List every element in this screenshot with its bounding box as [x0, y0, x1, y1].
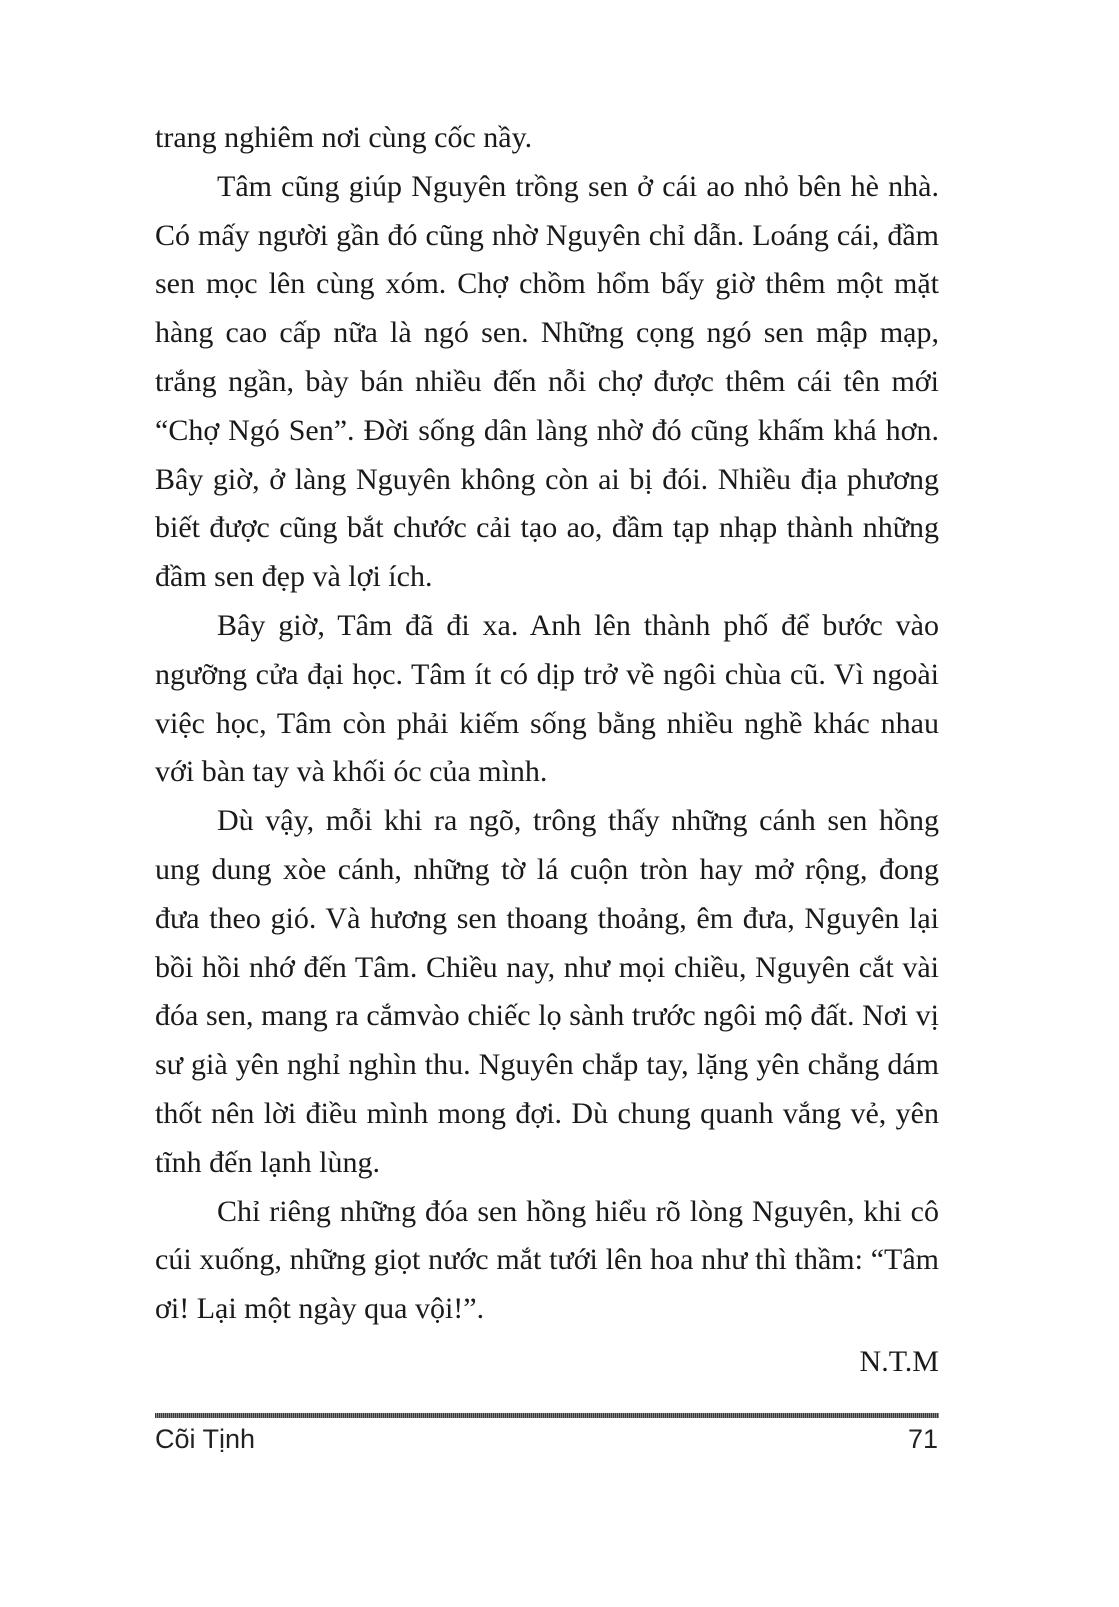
footer-page-number: 71 [907, 1424, 938, 1454]
paragraph-3: Bây giờ, Tâm đã đi xa. Anh lên thành phố để bước vào ngưỡng cửa đại học. Tâm ít có dịp trở về ngôi chùa cũ. Vì ngoài việc học, Tâm còn phải kiếm sống bằng nhiều nghề khác nhau với bàn tay và khối óc của mình. [155, 608, 939, 789]
paragraph-4: Dù vậy, mỗi khi ra ngõ, trông thấy những cánh sen hồng ung dung xòe cánh, những tờ lá cuộn tròn hay mở rộng, đong đưa theo gió. Và hương sen thoang thoảng, êm đưa, Nguyên lại bồi hồi nhớ đến Tâm. Chiều nay, như mọi chiều, Nguyên cắt vài đóa sen, mang ra cắmvào chiếc lọ sành trước ngôi mộ đất. Nơi vị sư già yên nghỉ nghìn thu. Nguyên chắp tay, lặng yên chẳng dám thốt nên lời điều mình mong đợi. Dù chung quanh vắng vẻ, yên tĩnh đến lạnh lùng. [155, 804, 939, 1179]
footer-divider [155, 1413, 939, 1418]
paragraph-1: trang nghiêm nơi cùng cốc nầy. [155, 121, 533, 154]
body-text [155, 114, 939, 1387]
paragraph-2: Tâm cũng giúp Nguyên trồng sen ở cái ao nhỏ bên hè nhà. Có mấy người gần đó cũng nhờ Nguyên chỉ dẫn. Loáng cái, đầm sen mọc lên cùng xóm. Chợ chồm hổm bấy giờ thêm một mặt hàng cao cấp nữa là ngó sen. Những cọng ngó sen mập mạp, trắng ngần, bày bán nhiều đến nỗi chợ được thêm cái tên mới “Chợ Ngó Sen”. Đời sống dân làng nhờ đó cũng khấm khá hơn. Bây giờ, ở làng Nguyên không còn ai bị đói. Nhiều địa phương biết được cũng bắt chước cải tạo ao, đầm tạp nhạp thành những đầm sen đẹp và lợi ích. [155, 169, 939, 594]
author-signature: N.T.M [859, 1344, 939, 1378]
paragraph-5: Chỉ riêng những đóa sen hồng hiểu rõ lòng Nguyên, khi cô cúi xuống, những giọt nước mắt tưới lên hoa như thì thầm: “Tâm ơi! Lại một ngày qua vội!”. [155, 1194, 939, 1326]
footer-book-title: Cõi Tịnh [155, 1424, 256, 1454]
